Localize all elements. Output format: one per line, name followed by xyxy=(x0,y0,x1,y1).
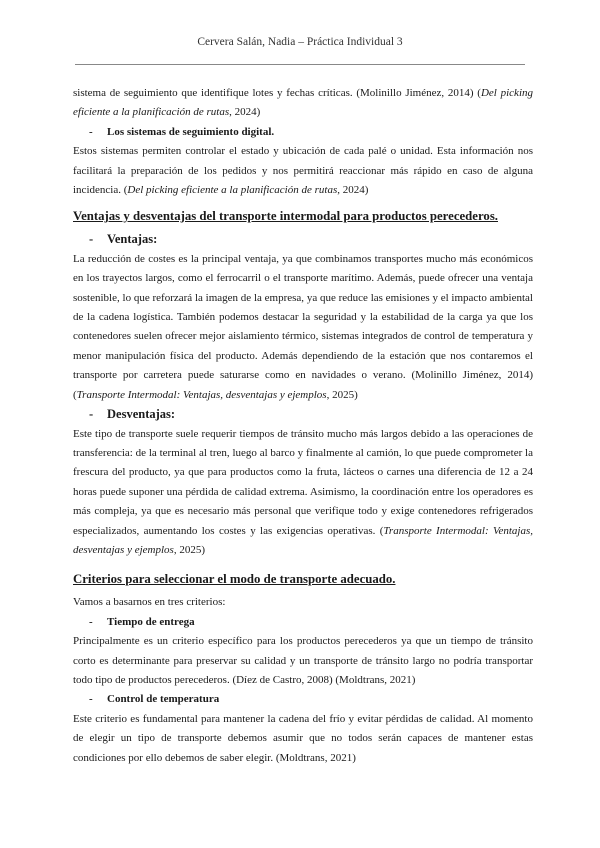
citation-title: Transporte Intermodal: Ventajas, desventajas y ejemplos xyxy=(73,524,533,556)
paragraph-tracking-intro xyxy=(73,84,533,123)
paragraph-disadvantages xyxy=(73,425,533,561)
document-body xyxy=(73,84,533,768)
paragraph-temperature-control: Este criterio es fundamental para mantener la cadena del frío y evitar pérdidas de calidad. Al momento de elegir un tipo de transporte debemos asumir que no todos serán capaces de mantener estas condiciones por ello debemos de saber elegir. (Moldtrans, 2021) xyxy=(73,712,533,764)
section-heading-criteria: Criterios para seleccionar el modo de transporte adecuado. xyxy=(73,572,396,587)
page-header: Cervera Salán, Nadia – Práctica Individual 3 xyxy=(197,36,403,48)
section-heading-advantages-disadvantages: Ventajas y desventajas del transporte intermodal para productos perecederos. xyxy=(73,209,498,224)
bullet-delivery-time xyxy=(73,613,533,632)
paragraph-digital-tracking xyxy=(73,142,533,200)
citation-title: Del picking eficiente a la planificación de rutas xyxy=(73,87,533,119)
paragraph-advantages xyxy=(73,250,533,405)
bullet-temperature-control xyxy=(73,690,533,709)
bullet-label: Los sistemas de seguimiento digital. xyxy=(107,125,275,138)
bullet-label: Tiempo de entrega xyxy=(107,615,195,628)
citation-title: Transporte Intermodal: Ventajas, desventajas y ejemplos xyxy=(76,388,327,401)
bullet-advantages xyxy=(73,230,533,249)
text: La reducción de costes es la principal ventaja, ya que combinamos transportes mucho más económicos en los trayectos largos, como el ferrocarril o el transporte marítimo. Además, puede ofrecer una ventaja sostenible, lo que reforzará la imagen de la empresa, ya que reduce las emisiones y el impacto ambiental de la cadena logística. También podemos destacar la seguridad y la estabilidad de la carga ya que los contenedores suelen ofrecer mejor aislamiento térmico, sistemas integrados de control de temperatura y menor manipulación física del producto. Además dependiendo de la estación que nos contaremos el transporte por carretera puede saturarse como en navidades o verano. (Molinillo Jiménez, 2014) ( xyxy=(73,252,533,401)
bullet-label: Control de temperatura xyxy=(107,693,220,706)
bullet-dash: - xyxy=(89,125,93,138)
paragraph-delivery-time: Principalmente es un criterio específico para los productos perecederos ya que un tiempo de tránsito corto es determinante para preservar su calidad y un transporte de tránsito largo no podría transportar todo tipo de productos perecederos. (Díez de Castro, 2008) (Moldtrans, 2021) xyxy=(73,635,533,686)
bullet-label: Ventajas: xyxy=(107,232,158,247)
bullet-label: Desventajas: xyxy=(107,407,176,422)
paragraph-criteria-intro: Vamos a basarnos en tres criterios: xyxy=(73,596,226,609)
text: sistema de seguimiento que identifique lotes y fechas críticas. (Molinillo Jiménez, 2014) ( xyxy=(73,87,481,99)
bullet-dash: - xyxy=(89,407,94,422)
bullet-dash: - xyxy=(89,615,93,628)
bullet-digital-tracking xyxy=(73,123,533,142)
text: , 2024) xyxy=(337,184,369,197)
text: , 2024) xyxy=(229,106,261,119)
bullet-dash: - xyxy=(89,693,93,706)
bullet-disadvantages xyxy=(73,405,533,424)
text: Este tipo de transporte suele requerir tiempos de tránsito mucho más largos debido a las operaciones de transferencia: de la terminal al tren, luego al barco y finalmente al camión, lo que puede comprometer la frescura del producto, ya que para productos como la fruta, lácteos o carnes una diferencia de 12 a 24 horas puede suponer una pérdida de calidad extrema. Asimismo, la coordinación entre los operadores es más compleja, ya que es necesario más personal que verifique todo y exige contenedores refrigerados especializados, aumentando los costes y las exigencias operativas. ( xyxy=(73,427,533,537)
header-divider xyxy=(75,64,525,65)
citation-title: Del picking eficiente a la planificación de rutas xyxy=(127,184,338,197)
text: , 2025) xyxy=(173,543,205,556)
text: Estos sistemas permiten controlar el estado y ubicación de cada palé o unidad. Esta información nos facilitará la preparación de los pedidos y nos permitirá reaccionar más rápido en caso de alguna incidencia. ( xyxy=(73,145,533,197)
text: , 2025) xyxy=(326,388,358,401)
bullet-dash: - xyxy=(89,232,94,247)
